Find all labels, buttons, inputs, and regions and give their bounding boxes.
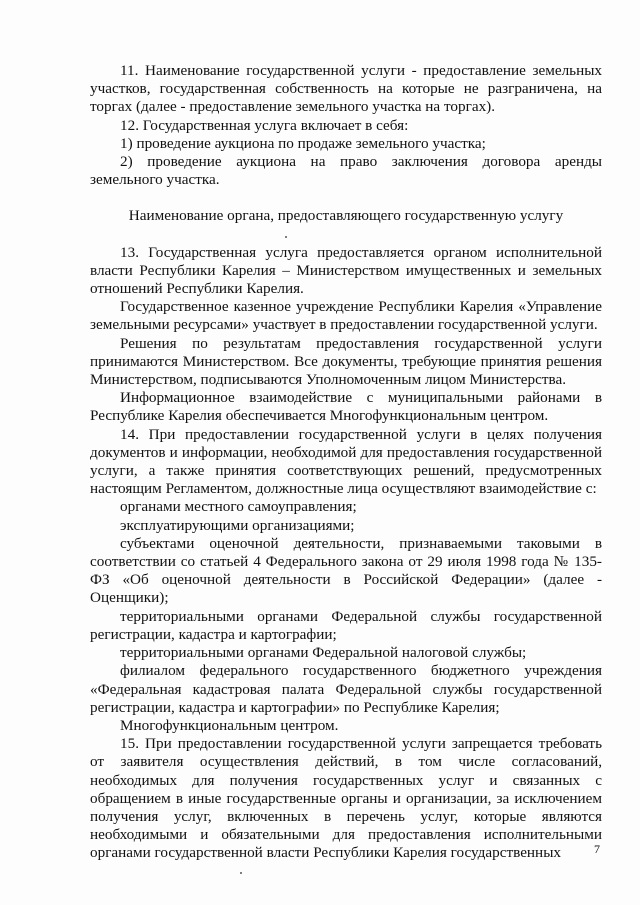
scan-speck [285, 236, 287, 238]
paragraph-interaction: Информационное взаимодействие с муниципальными районами в Республике Карелия обеспечивается Многофункциональным центром. [90, 389, 602, 425]
list-item-operating-orgs: эксплуатирующими организациями; [120, 516, 355, 534]
list-item-appraisers: субъектами оценочной деятельности, признаваемыми таковыми в соответствии со статьей 4 Федерального закона от 29 июля 1998 года № 135-ФЗ «Об оценочной деятельности в Российской Федерации» (далее - Оценщики); [90, 534, 602, 607]
scan-speck [240, 872, 242, 874]
page-number: 7 [594, 842, 600, 856]
paragraph-12: 12. Государственная услуга включает в себя: [120, 116, 409, 134]
list-item-2: 2) проведение аукциона на право заключения договора аренды земельного участка. [90, 153, 602, 189]
paragraph-11: 11. Наименование государственной услуги - предоставление земельных участков, государственная собственность на которые не разграничена, на торгах (далее - предоставление земельного участка на торгах). [90, 62, 602, 116]
list-item-1: 1) проведение аукциона по продаже земельного участка; [120, 134, 486, 152]
list-item-mfc: Многофункциональным центром. [120, 716, 339, 734]
document-body [90, 62, 602, 863]
paragraph-decisions: Решения по результатам предоставления государственной услуги принимаются Министерством. Все документы, требующие принятия решения Министерством, подписываются Уполномоченным лицом Министерства. [90, 334, 602, 389]
list-item-rosreestr: территориальными органами Федеральной службы государственной регистрации, кадастра и картографии; [90, 607, 602, 643]
paragraph-gku: Государственное казенное учреждение Республики Карелия «Управление земельными ресурсами» участвует в предоставлении государственной услуги. [90, 298, 602, 334]
list-item-local-government: органами местного самоуправления; [120, 498, 357, 516]
paragraph-14: 14. При предоставлении государственной услуги в целях получения документов и информации, необходимой для предоставления государственной услуги, а также принятия соответствующих решений, предусмотренных настоящим Регламентом, должностные лица осуществляют взаимодействие с: [90, 425, 602, 498]
paragraph-15: 15. При предоставлении государственной услуги запрещается требовать от заявителя осуществления действий, в том числе согласований, необходимых для получения государственных услуг и связанных с обращением в иные государственные органы и организации, за исключением получения услуг, включенных в перечень услуг, которые являются необходимыми и обязательными для предоставления исполнительными органами государственной власти Республики Карелия государственных [90, 735, 602, 862]
list-item-tax-service: территориальными органами Федеральной налоговой службы; [120, 644, 527, 662]
section-heading: Наименование органа, предоставляющего государственную услугу [128, 207, 564, 225]
paragraph-13: 13. Государственная услуга предоставляется органом исполнительной власти Республики Карелия – Министерством имущественных и земельных отношений Республики Карелия. [90, 243, 602, 298]
list-item-cadastral-chamber: филиалом федерального государственного бюджетного учреждения «Федеральная кадастровая палата Федеральной службы государственной регистрации, кадастра и картографии» по Республике Карелия; [90, 662, 602, 716]
